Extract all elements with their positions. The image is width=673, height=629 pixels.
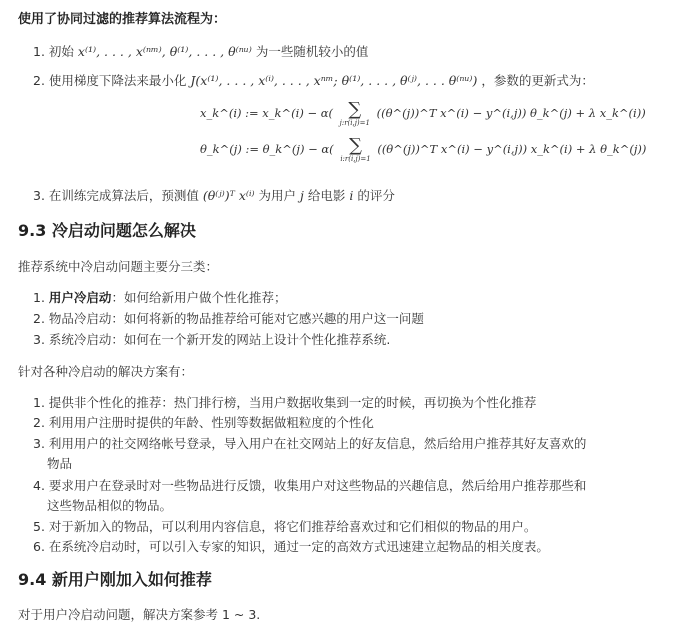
equation-x-lhs: x_k^(i) := x_k^(i) − α(: [200, 106, 334, 120]
solution-item-3: 3. 利用用户的社交网络帐号登录，导入用户在社交网站上的好友信息，然后给用户推荐其好友喜欢的: [33, 436, 587, 451]
solution-item-1: 1. 提供非个性化的推荐：热门排行榜，当用户数据收集到一定的时候，再切换为个性化推荐: [33, 395, 537, 410]
cold-start-type-1-bold: 用户冷启动: [48, 290, 112, 305]
cf-step-3: [33, 187, 395, 205]
solution-item-3-cont: 物品: [47, 456, 73, 471]
cf-step-3-mid: 为用户: [258, 188, 297, 203]
cf-step-3-mid2: 给电影: [307, 188, 346, 203]
cf-step-2-math: J(x⁽¹⁾, . . . , x⁽ⁱ⁾, . . . , xⁿᵐ; θ⁽¹⁾, . . . , θ⁽ʲ⁾, . . . θ⁽ⁿᵘ⁾): [190, 73, 478, 88]
cold-start-intro: 推荐系统中冷启动问题主要分三类：: [18, 259, 219, 274]
cold-start-type-2-text: 物品冷启动：如何将新的物品推荐给可能对它感兴趣的用户这一问题: [48, 311, 424, 326]
solutions-intro: 针对各种冷启动的解决方案有：: [18, 364, 194, 379]
cold-start-type-1-num: 1.: [33, 290, 45, 305]
cf-step-1-math: x⁽¹⁾, . . . , x⁽ⁿᵐ⁾, θ⁽¹⁾, . . . , θ⁽ⁿᵘ⁾: [77, 44, 252, 59]
cold-start-type-3-text: 系统冷启动：如何在一个新开发的网站上设计个性化推荐系统.: [48, 332, 391, 347]
section-9-4-title: 9.4 新用户刚加入如何推荐: [18, 570, 212, 589]
equation-x-rhs: ((θ^(j))^T x^(i) − y^(i,j)) θ_k^(j) + λ x_k^(i)): [376, 106, 646, 120]
cf-step-2: [33, 72, 594, 90]
solution-item-4-cont: 这些物品相似的物品。: [47, 498, 173, 513]
update-equation-theta: [200, 137, 646, 163]
section-9-3-title: 9.3 冷启动问题怎么解决: [18, 221, 196, 240]
cold-start-type-3: [33, 331, 390, 349]
summation-i-subscript: i:r(i,j)=1: [340, 155, 371, 163]
cold-start-type-2-num: 2.: [33, 311, 45, 326]
solution-item-2: 2. 利用用户注册时提供的年龄、性别等数据做粗粒度的个性化: [33, 415, 374, 430]
summation-j-subscript: j:r(i,j)=1: [339, 119, 370, 127]
solution-item-4: 4. 要求用户在登录时对一些物品进行反馈，收集用户对这些物品的兴趣信息，然后给用户推荐那些和: [33, 478, 587, 493]
cold-start-type-1: [33, 289, 286, 307]
cf-step-1-prefix: 1. 初始: [33, 44, 74, 59]
section-9-4-text: 对于用户冷启动问题，解决方案参考 1 ~ 3.: [18, 607, 261, 622]
cf-step-3-suffix: 的评分: [357, 188, 395, 203]
solution-item-5: 5. 对于新加入的物品，可以利用内容信息，将它们推荐给喜欢过和它们相似的物品的用户。: [33, 519, 537, 534]
cold-start-type-1-text: ：如何给新用户做个性化推荐；: [111, 290, 287, 305]
cf-step-2-prefix: 2. 使用梯度下降法来最小化: [33, 73, 187, 88]
cf-step-3-math: (θ⁽ʲ⁾)ᵀ x⁽ⁱ⁾: [202, 188, 255, 203]
equation-theta-lhs: θ_k^(j) := θ_k^(j) − α(: [200, 142, 334, 156]
cold-start-type-3-num: 3.: [33, 332, 45, 347]
cf-step-2-suffix: ，参数的更新式为：: [481, 73, 594, 88]
equation-theta-rhs: ((θ^(j))^T x^(i) − y^(i,j)) x_k^(i) + λ θ_k^(j)): [377, 142, 647, 156]
cf-step-1: [33, 43, 368, 61]
cf-step-3-j: j: [300, 188, 304, 203]
update-equation-x: [200, 101, 646, 127]
cf-algorithm-heading: 使用了协同过滤的推荐算法流程为：: [18, 12, 227, 27]
summation-j: ∑ j:r(i,j)=1: [339, 99, 370, 127]
cf-step-3-i: i: [349, 188, 354, 203]
solution-item-6: 6. 在系统冷启动时，可以引入专家的知识，通过一定的高效方式迅速建立起物品的相关度表。: [33, 539, 549, 554]
cold-start-type-2: [33, 310, 424, 328]
cf-step-3-prefix: 3. 在训练完成算法后，预测值: [33, 188, 199, 203]
summation-i: ∑ i:r(i,j)=1: [340, 135, 371, 163]
cf-step-1-suffix: 为一些随机较小的值: [255, 44, 369, 59]
